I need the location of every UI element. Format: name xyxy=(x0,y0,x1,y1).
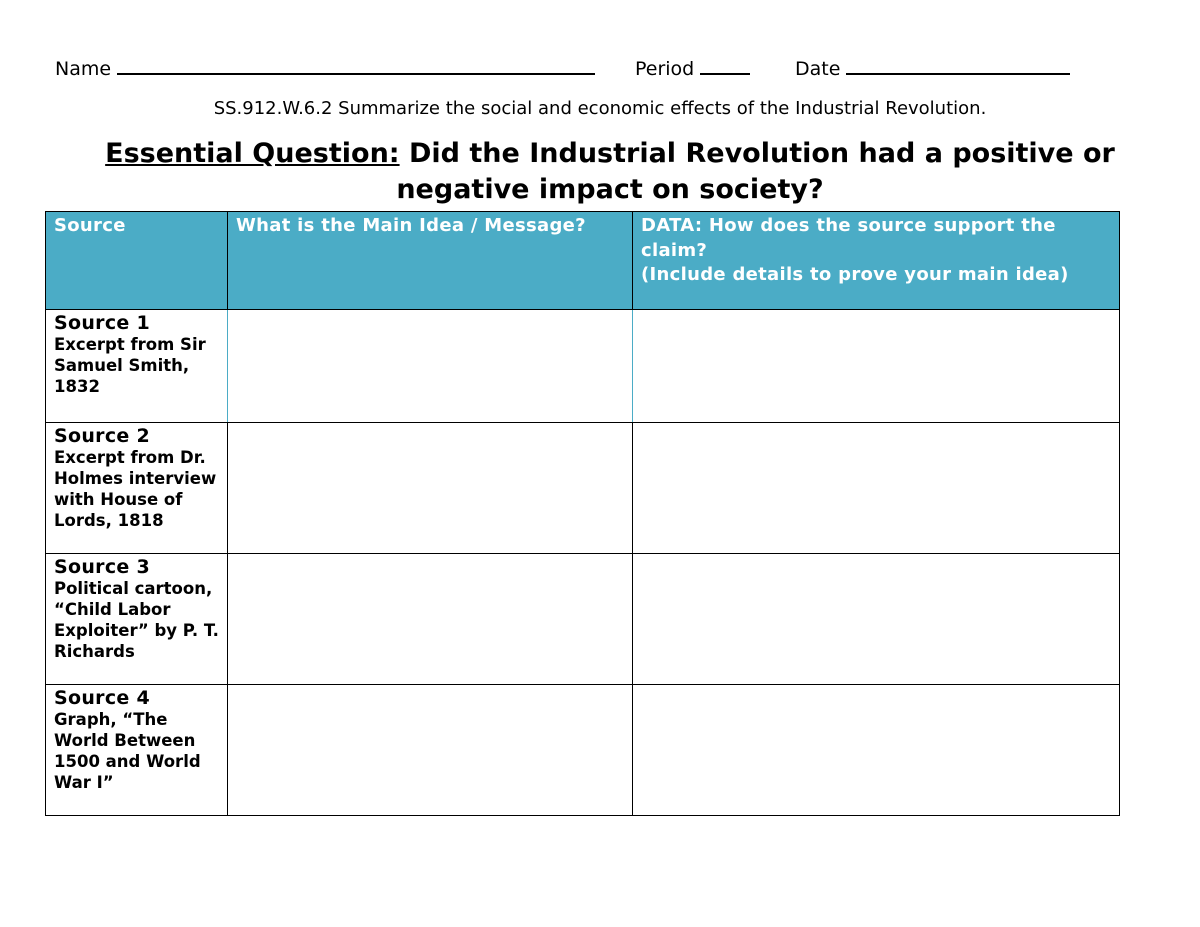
source-description: Graph, “The World Between 1500 and World War I” xyxy=(54,710,201,792)
source-cell xyxy=(46,685,228,816)
name-label: Name xyxy=(55,58,112,80)
source-analysis-table xyxy=(45,211,1120,816)
data-answer-cell[interactable] xyxy=(633,685,1120,816)
data-answer-cell[interactable] xyxy=(633,310,1120,423)
main-idea-answer-cell[interactable] xyxy=(228,310,633,423)
essential-question xyxy=(60,136,1160,208)
source-title: Source 1 xyxy=(54,312,151,334)
source-description: Excerpt from Sir Samuel Smith, 1832 xyxy=(54,335,206,396)
table-row xyxy=(46,423,1120,554)
source-title: Source 3 xyxy=(54,556,151,578)
data-answer-cell[interactable] xyxy=(633,423,1120,554)
date-field[interactable] xyxy=(795,55,1070,82)
source-cell xyxy=(46,423,228,554)
source-title: Source 2 xyxy=(54,425,151,447)
header-source: Source xyxy=(46,212,228,310)
main-idea-answer-cell[interactable] xyxy=(228,554,633,685)
source-title: Source 4 xyxy=(54,687,151,709)
standard-text: SS.912.W.6.2 Summarize the social and economic effects of the Industrial Revolution. xyxy=(213,98,987,119)
main-idea-answer-cell[interactable] xyxy=(228,685,633,816)
source-description: Excerpt from Dr. Holmes interview with House of Lords, 1818 xyxy=(54,448,217,530)
main-idea-answer-cell[interactable] xyxy=(228,423,633,554)
source-description: Political cartoon, “Child Labor Exploiter” by P. T. Richards xyxy=(54,579,219,661)
date-label: Date xyxy=(795,58,841,80)
essential-question-text: Did the Industrial Revolution had a positive or negative impact on society? xyxy=(396,138,1115,205)
table-header-row xyxy=(46,212,1120,310)
data-answer-cell[interactable] xyxy=(633,554,1120,685)
period-blank[interactable] xyxy=(700,55,750,75)
table-row xyxy=(46,310,1120,423)
date-blank[interactable] xyxy=(846,55,1070,75)
name-blank[interactable] xyxy=(117,55,595,75)
header-data-question: DATA: How does the source support the claim? xyxy=(641,215,1056,261)
student-info-line xyxy=(55,55,1115,81)
header-data-note: (Include details to prove your main idea) xyxy=(641,264,1069,285)
source-cell xyxy=(46,554,228,685)
table-row xyxy=(46,685,1120,816)
period-label: Period xyxy=(635,58,695,80)
essential-question-label: Essential Question: xyxy=(105,138,400,169)
period-field[interactable] xyxy=(635,55,750,82)
name-field[interactable] xyxy=(55,55,595,82)
table-row xyxy=(46,554,1120,685)
source-cell xyxy=(46,310,228,423)
header-data xyxy=(633,212,1120,310)
header-main-idea: What is the Main Idea / Message? xyxy=(228,212,633,310)
